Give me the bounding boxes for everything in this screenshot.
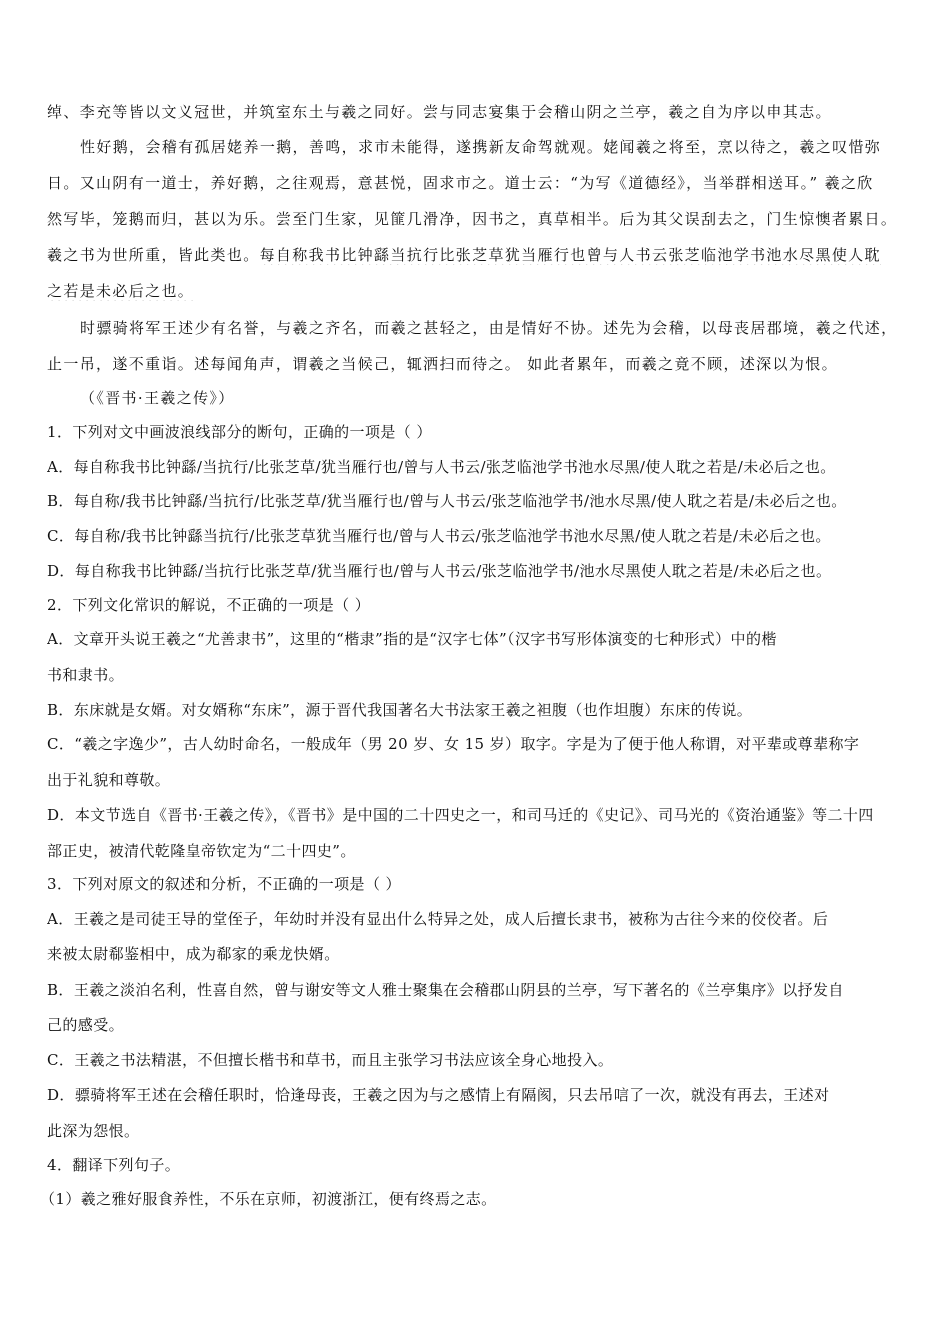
question-3-option-a-cont: 来被太尉郗鉴相中，成为郗家的乘龙快婿。 <box>47 945 340 963</box>
question-3-option-b-cont: 己的感受。 <box>47 1016 125 1034</box>
question-2-option-c-cont: 出于礼貌和尊敬。 <box>47 771 171 789</box>
wavy-underlined-sentence: 每自称我书比钟繇当抗行比张芝草犹当雁行也曾与人书云张芝临池学书池水尽黑使人耽 <box>259 246 881 264</box>
question-3-option-a: A．王羲之是司徒王导的堂侄子，年幼时并没有显出什么特异之处，成人后擅长隶书，被称为古往今来的佼佼者。后 <box>47 910 829 928</box>
question-2-option-b: B．东床就是女婿。对女婿称“东床”，源于晋代我国著名大书法家王羲之袒腹（也作坦腹）东床的传说。 <box>47 701 753 719</box>
question-2-option-d: D．本文节选自《晋书·王羲之传》，《晋书》是中国的二十四史之一，和司马迁的《史记》、司马光的《资治通鉴》等二十四 <box>47 806 874 824</box>
passage-text: 羲之书为世所重，皆此类也。 <box>47 246 260 264</box>
passage-line-7: 时骠骑将军王述少有名誉，与羲之齐名，而羲之甚轻之，由是情好不协。述先为会稽，以母丧居郡境，羲之代述， <box>80 319 898 337</box>
question-2-option-d-cont: 部正史，被清代乾隆皇帝钦定为“二十四史”。 <box>47 842 356 860</box>
wavy-underlined-sentence-end: 之若是未必后之也。 <box>47 282 195 300</box>
question-3-stem: 3．下列对原文的叙述和分析，不正确的一项是（ ） <box>47 875 401 893</box>
question-2-stem: 2．下列文化常识的解说，不正确的一项是（ ） <box>47 596 371 614</box>
question-1-option-b: B．每自称/我书比钟繇/当抗行/比张芝草/犹当雁行也/曾与人书云/张芝临池学书/池水尽黑/使人耽之若是/未必后之也。 <box>47 492 847 510</box>
passage-line-3: 日。又山阴有一道士，养好鹅，之往观焉，意甚悦，固求市之。道士云：“为写《道德经》，当举群相送耳。” 羲之欣 <box>47 174 874 192</box>
question-2-option-a-cont: 书和隶书。 <box>47 666 125 684</box>
question-3-option-d: D．骠骑将军王述在会稽任职时，恰逢母丧，王羲之因为与之感情上有隔阂，只去吊唁了一次，就没有再去，王述对 <box>47 1086 830 1104</box>
question-2-option-a: A．文章开头说王羲之“尤善隶书”，这里的“楷隶”指的是“汉字七体”（汉字书写形体演变的七种形式）中的楷 <box>47 630 777 648</box>
question-1-option-a: A．每自称我书比钟繇/当抗行/比张芝草/犹当雁行也/曾与人书云/张芝临池学书池水尽黑/使人耽之若是/未必后之也。 <box>47 458 836 476</box>
passage-line-5 <box>47 245 917 265</box>
passage-line-6 <box>47 281 917 301</box>
question-1-stem: 1．下列对文中画波浪线部分的断句，正确的一项是（ ） <box>47 423 432 441</box>
passage-line-4: 然写毕，笼鹅而归，甚以为乐。尝至门生家，见篚几滑净，因书之，真草相半。后为其父误刮去之，门生惊懊者累日。 <box>47 210 898 228</box>
question-4-stem: 4．翻译下列句子。 <box>47 1156 181 1174</box>
passage-source: （《晋书·王羲之传》） <box>80 389 235 407</box>
question-4-item-1: （1）羲之雅好服食养性，不乐在京师，初渡浙江，便有终焉之志。 <box>40 1190 497 1208</box>
question-2-option-c: C．“羲之字逸少”，古人幼时命名，一般成年（男 20 岁、女 15 岁）取字。字是为了便于他人称谓，对平辈或尊辈称字 <box>47 735 860 753</box>
question-3-option-c: C．王羲之书法精湛，不但擅长楷书和草书，而且主张学习书法应该全身心地投入。 <box>47 1051 614 1069</box>
passage-line-1: 绰、李充等皆以文义冠世，并筑室东土与羲之同好。尝与同志宴集于会稽山阴之兰亭，羲之自为序以申其志。 <box>47 103 832 121</box>
question-3-option-d-cont: 此深为怨恨。 <box>47 1122 140 1140</box>
question-3-option-b: B．王羲之淡泊名利，性喜自然，曾与谢安等文人雅士聚集在会稽郡山阴县的兰亭，写下著名的《兰亭集序》以抒发自 <box>47 981 844 999</box>
passage-line-8: 止一吊，遂不重诣。述每闻角声，谓羲之当候己，辄洒扫而待之。 如此者累年，而羲之竟不顾，述深以为恨。 <box>47 355 838 373</box>
question-1-option-c: C．每自称/我书比钟繇当抗行/比张芝草犹当雁行也/曾与人书云/张芝临池学书池水尽黑/使人耽之若是/未必后之也。 <box>47 527 831 545</box>
passage-line-2: 性好鹅，会稽有孤居姥养一鹅，善鸣，求市未能得，遂携新友命驾就观。姥闻羲之将至，烹以待之，羲之叹惜弥 <box>80 138 882 156</box>
question-1-option-d: D．每自称我书比钟繇/当抗行比张芝草/犹当雁行也/曾与人书云/张芝临池学书/池水尽黑使人耽之若是/未必后之也。 <box>47 562 832 580</box>
